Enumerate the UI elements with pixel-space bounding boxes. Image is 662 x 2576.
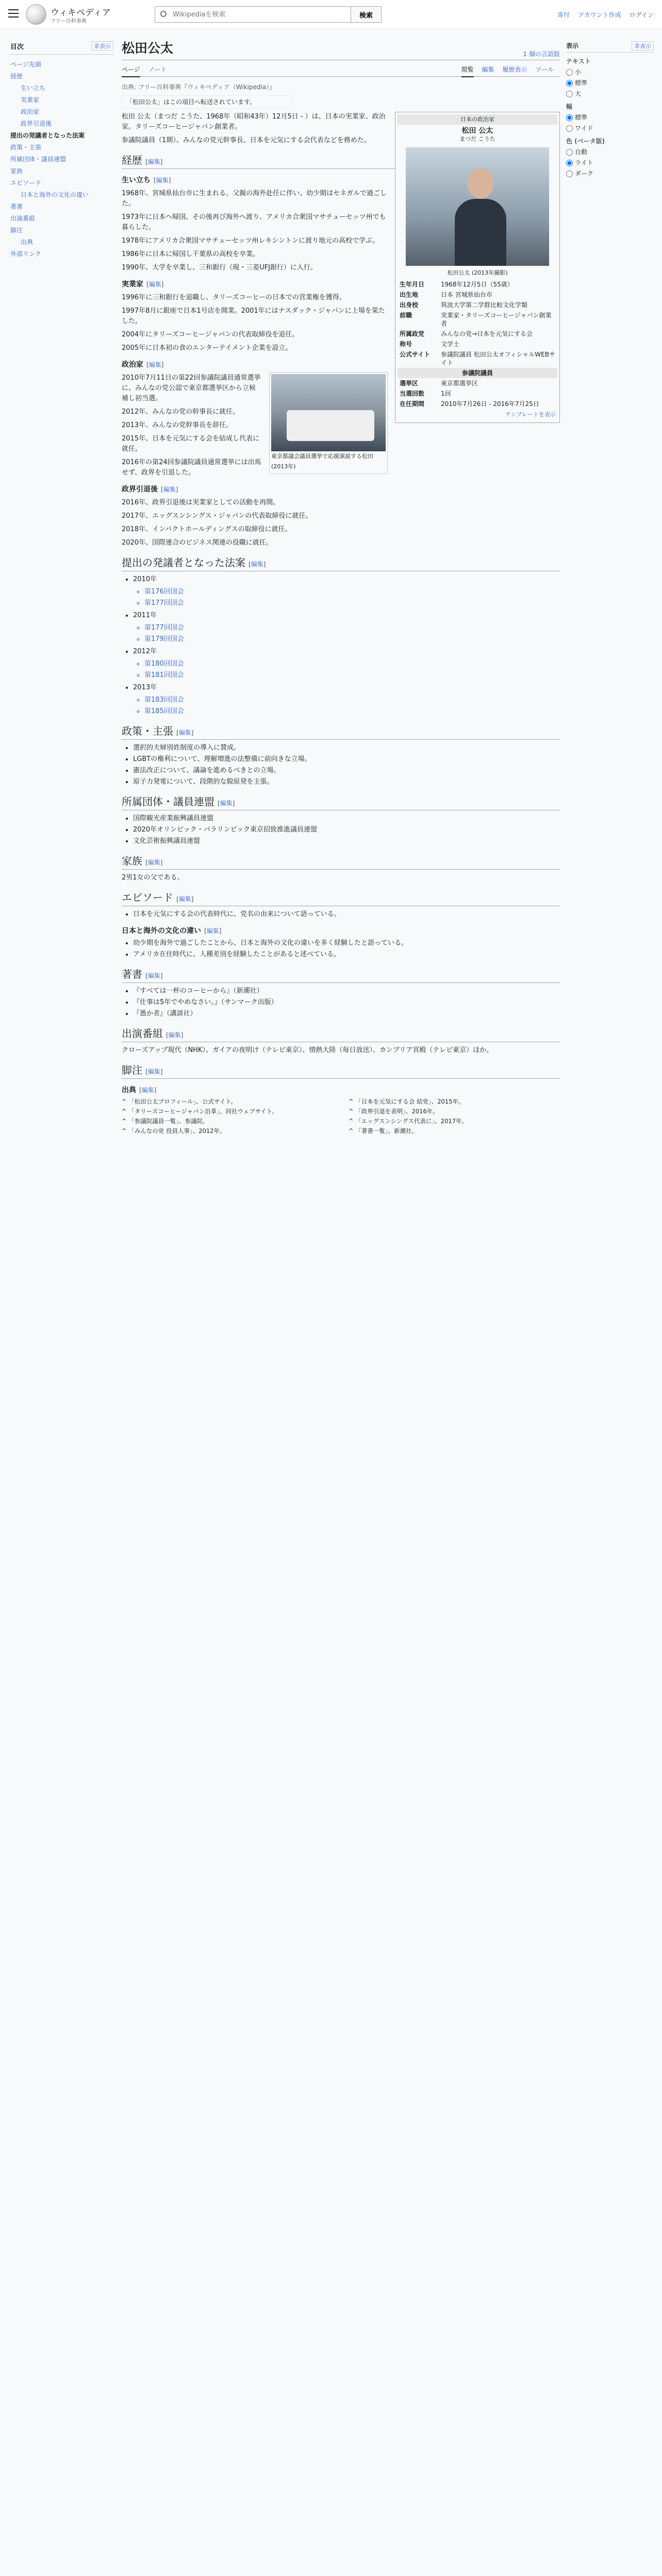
infobox-value: 東京都選挙区 <box>441 380 478 387</box>
width-options <box>566 113 654 132</box>
template-link[interactable]: テンプレートを表示 <box>505 411 556 418</box>
bill-session[interactable]: ◦ 第177回国会 <box>144 623 560 633</box>
edit-link[interactable]: 編集 <box>163 486 176 493</box>
infobox-value: 筑波大学第二学群比較文化学類 <box>441 301 528 309</box>
section-title: 経歴 <box>122 154 142 166</box>
episode-list <box>133 909 560 920</box>
paragraph: 1996年に三和銀行を退職し、タリーズコーヒーの日本での営業権を獲得。 <box>122 294 346 301</box>
infobox-row <box>398 349 557 368</box>
section-bills: 提出の発議者となった法案 [編集] <box>122 557 560 571</box>
list-item: • 『仕事は5年でやめなさい。』（サンマーク出版） <box>133 997 560 1008</box>
infobox-key: 公式サイト <box>400 351 431 358</box>
text-size-radio[interactable] <box>566 69 573 76</box>
toc-item[interactable]: 政策・主張 <box>10 144 42 151</box>
toc-item[interactable]: 政界引退後 <box>21 120 52 127</box>
section-title: 家族 <box>122 855 142 867</box>
paragraph: 1978年にアメリカ合衆国マサチューセッツ州レキシントンに渡り地元の高校で学ぶ。 <box>122 237 379 245</box>
toc-item[interactable]: 出演番組 <box>10 215 36 222</box>
edit-link[interactable]: 編集 <box>147 972 160 979</box>
text-size-options <box>566 67 654 98</box>
color-option-label: 自動 <box>575 148 588 156</box>
toc-title: 目次 <box>10 43 24 51</box>
bill-year-label: 2010年 <box>133 575 157 583</box>
infobox-row <box>398 339 557 349</box>
color-option[interactable] <box>566 158 654 167</box>
section-books: 著書 [編集] <box>122 969 560 983</box>
reference-item: ^ 「松田公太プロフィール」、公式サイト。 <box>122 1098 237 1105</box>
culture-list <box>133 938 560 960</box>
toc-item[interactable]: 実業家 <box>21 96 40 104</box>
width-radio[interactable] <box>566 125 573 132</box>
section-career: 経歴 [編集] <box>122 155 560 169</box>
infobox-name: 松田 公太 <box>461 127 493 135</box>
paragraph: 2016年の第24回参議院議員通常選挙には出馬せず、政界を引退した。 <box>122 459 261 477</box>
bill-session[interactable]: ◦ 第179回国会 <box>144 634 560 645</box>
toc-item[interactable]: 脚注 <box>10 227 23 234</box>
color-radio[interactable] <box>566 171 573 177</box>
paragraph: 2015年、日本を元気にする会を結成し代表に就任。 <box>122 435 260 453</box>
reference-item: ^ 「参議院議員一覧」、参議院。 <box>122 1117 209 1125</box>
section-tv: 出演番組 [編集] <box>122 1028 560 1042</box>
width-option[interactable] <box>566 124 654 132</box>
infobox <box>395 112 560 423</box>
language-button[interactable]: 1 個の言語版 <box>523 50 560 58</box>
bill-year-label: 2012年 <box>133 648 157 655</box>
infobox-value: 参議院議員 松田公太オフィシャルWEBサイト <box>441 351 555 366</box>
tv-text: クローズアップ現代（NHK）、ガイアの夜明け（テレビ東京）、情熱大陸（毎日放送）、カンブリア宮殿（テレビ東京）ほか。 <box>122 1046 493 1054</box>
paragraph: 1997年8月に銀座で日本1号店を開業。2001年にはナスダック・ジャパンに上場を果たした。 <box>122 307 385 325</box>
portrait-photo[interactable] <box>406 147 549 266</box>
infobox-value: 1回 <box>441 390 451 397</box>
infobox-row <box>398 388 557 399</box>
section-title: 著書 <box>122 968 142 980</box>
campaign-photo-image[interactable] <box>271 374 386 451</box>
infobox-table-office <box>398 378 557 409</box>
search-box <box>155 6 382 23</box>
infobox-row <box>398 378 557 388</box>
paragraph: 2016年、政界引退後は実業家としての活動を再開。 <box>122 499 280 506</box>
bill-year-label: 2013年 <box>133 684 157 691</box>
main-menu-icon[interactable] <box>8 9 19 18</box>
text-size-option-label: 大 <box>575 90 582 97</box>
width-option[interactable] <box>566 113 654 122</box>
toc-item[interactable]: 日本と海外の文化の違い <box>21 191 89 198</box>
text-size-radio[interactable] <box>566 80 573 87</box>
bill-sublist <box>144 623 560 645</box>
paragraph: 2012年、みんなの党の幹事長に就任。 <box>122 408 240 416</box>
from-note: 出典: フリー百科事典『ウィキペディア（Wikipedia）』 <box>122 83 276 91</box>
family-text: 2男1女の父である。 <box>122 874 184 882</box>
paragraph: 2020年、国際連合のビジネス関連の役職に就任。 <box>122 539 273 547</box>
page-tabs <box>122 60 560 77</box>
header-bar <box>0 0 662 29</box>
tab-read[interactable]: 閲覧 <box>461 66 474 77</box>
bill-year <box>133 574 560 608</box>
edit-link[interactable]: 編集 <box>178 729 191 736</box>
bill-session[interactable]: ◦ 第177回国会 <box>144 598 560 608</box>
infobox-value: 文学士 <box>441 341 460 348</box>
infobox-key: 選挙区 <box>400 380 419 387</box>
section-retired: 政界引退後 [編集] <box>122 485 178 494</box>
infobox-table <box>398 279 557 368</box>
paragraph: 1990年、大学を卒業し、三和銀行（現・三菱UFJ銀行）に入行。 <box>122 264 317 272</box>
list-item: • 2020年オリンピック・パラリンピック東京招致推進議員連盟 <box>133 825 560 835</box>
appearance-sidebar <box>566 41 654 180</box>
paragraph: 2017年、エッグスンシングス・ジャパンの代表取締役に就任。 <box>122 512 312 520</box>
bill-session[interactable]: ◦ 第180回国会 <box>144 659 560 669</box>
redirect-note: 「松田公太」はこの項目へ転送されています。 <box>122 95 292 109</box>
bill-session[interactable]: ◦ 第185回国会 <box>144 706 560 717</box>
toc-item[interactable]: 出典 <box>21 239 34 246</box>
toc-item[interactable]: ページ先頭 <box>10 61 41 68</box>
infobox-key: 称号 <box>400 341 412 348</box>
retired-paras <box>122 498 560 548</box>
infobox-key: 在任期間 <box>400 400 425 408</box>
text-size-option-label: 小 <box>575 69 582 76</box>
edit-link[interactable]: 編集 <box>147 158 160 165</box>
appearance-hide-button[interactable]: 非表示 <box>632 41 654 50</box>
color-label: 色 (ベータ版) <box>566 138 605 145</box>
tab-history[interactable]: 履歴表示 <box>502 66 527 73</box>
bill-session[interactable]: ◦ 第176回国会 <box>144 587 560 597</box>
infobox-office-bar: 参議院議員 <box>398 368 557 378</box>
section-title: 出典 <box>122 1086 136 1094</box>
edit-link[interactable]: 編集 <box>148 361 161 368</box>
paragraph: 1968年、宮城県仙台市に生まれる。父親の海外赴任に伴い、幼少期はセネガルで過ごした。 <box>122 190 387 208</box>
section-title: 政界引退後 <box>122 485 158 494</box>
section-policy: 政策・主張 [編集] <box>122 726 560 740</box>
infobox-row <box>398 290 557 300</box>
reference-item: ^ 「日本を元気にする会 結党」、2015年。 <box>349 1098 465 1105</box>
width-label: 幅 <box>566 103 573 110</box>
tab-talk[interactable]: ノート <box>148 66 167 73</box>
text-size-option[interactable] <box>566 78 654 87</box>
edit-link[interactable]: 編集 <box>251 561 263 568</box>
color-option[interactable] <box>566 169 654 178</box>
page-title: 松田公太 <box>122 38 560 60</box>
search-button[interactable]: 検索 <box>351 6 382 23</box>
user-links <box>551 10 654 19</box>
edit-link[interactable]: 編集 <box>206 927 219 935</box>
edit-link[interactable]: 編集 <box>147 859 160 866</box>
paragraph: 1973年に日本へ帰国、その後再び海外へ渡り、アメリカ合衆国マサチューセッツ州でも暮らした。 <box>122 213 386 231</box>
section-title: 政治家 <box>122 361 143 369</box>
list-item: • 日本を元気にする会の代表時代に、党名の由来について語っている。 <box>133 909 560 920</box>
section-title: 生い立ち <box>122 176 151 184</box>
intro-paragraph-2: 参議院議員（1期）、みんなの党元幹事長、日本を元気にする会代表などを務めた。 <box>122 137 371 144</box>
bill-year <box>133 647 560 681</box>
section-title: エピソード <box>122 891 173 904</box>
toc-list <box>10 59 113 260</box>
width-option-label: ワイド <box>575 125 593 132</box>
infobox-value: みんなの党→日本を元気にする会 <box>441 330 533 337</box>
infobox-category: 日本の政治家 <box>398 114 557 125</box>
width-option-label: 標準 <box>575 114 588 121</box>
toc-item[interactable]: エピソード <box>10 179 42 187</box>
paragraph: 2010年7月11日の第22回参議院議員通常選挙に、みんなの党公認で東京都選挙区から立候補し初当選。 <box>122 374 261 402</box>
edit-link[interactable]: 編集 <box>156 177 169 184</box>
edit-link[interactable]: 編集 <box>178 895 191 903</box>
list-item: • 選択的夫婦別姓制度の導入に賛成。 <box>133 743 560 753</box>
bill-year <box>133 683 560 717</box>
infobox-value: 日本 宮城県仙台市 <box>441 291 492 298</box>
reference-item: ^ 「政界引退を表明」、2016年。 <box>349 1108 439 1115</box>
bill-year <box>133 611 560 645</box>
toc-item[interactable]: 提出の発議者となった法案 <box>10 132 85 139</box>
list-item: • アメリカ在住時代に、人種差別を経験したことがあると述べている。 <box>133 950 560 960</box>
section-culture: 日本と海外の文化の違い [編集] <box>122 927 222 935</box>
tab-edit[interactable]: 編集 <box>482 66 494 73</box>
text-size-option[interactable] <box>566 89 654 98</box>
toc-item[interactable]: 政治家 <box>21 108 40 115</box>
text-size-option[interactable] <box>566 67 654 76</box>
section-business: 実業家 [編集] <box>122 280 164 289</box>
infobox-row <box>398 329 557 339</box>
infobox-caption: 松田公太 (2013年撮影) <box>447 269 508 276</box>
edit-link[interactable]: 編集 <box>147 1068 160 1075</box>
search-icon <box>160 11 167 17</box>
logo-tagline: フリー百科事典 <box>51 19 87 24</box>
group-list <box>133 814 560 846</box>
infobox-key: 出生地 <box>400 291 419 298</box>
infobox-row <box>398 300 557 310</box>
list-item: • LGBTの権利について、理解増進の法整備に前向きな立場。 <box>133 754 560 765</box>
bill-sublist <box>144 695 560 717</box>
login-link[interactable]: ログイン <box>629 11 654 19</box>
infobox-value: 実業家・タリーズコーヒージャパン創業者 <box>441 312 552 327</box>
list-item: • 国際観光産業振興議員連盟 <box>133 814 560 824</box>
infobox-key: 所属政党 <box>400 330 425 337</box>
edit-link[interactable]: 編集 <box>168 1031 181 1039</box>
paragraph: 2005年に日本初の食のエンターテイメント企業を設立。 <box>122 344 292 352</box>
reference-item: ^ 「エッグスンシングス代表に」、2017年。 <box>349 1117 468 1125</box>
infobox-row <box>398 310 557 329</box>
toc-item[interactable]: 経歴 <box>10 73 23 80</box>
infobox-key: 出身校 <box>400 301 419 309</box>
section-episode: エピソード [編集] <box>122 892 560 906</box>
reference-item: ^ 「みんなの党 役員人事」、2012年。 <box>122 1127 226 1134</box>
edit-link[interactable]: 編集 <box>148 281 161 288</box>
bill-sublist <box>144 587 560 608</box>
section-notes: 脚注 [編集] <box>122 1065 560 1079</box>
section-sources: 出典 [編集] <box>122 1086 157 1094</box>
policy-list <box>133 743 560 787</box>
section-title: 出演番組 <box>122 1027 163 1040</box>
paragraph: 2018年、インパクトホールディングスの取締役に就任。 <box>122 526 292 533</box>
color-radio[interactable] <box>566 149 573 156</box>
paragraph: 2004年にタリーズコーヒージャパンの代表取締役を退任。 <box>122 331 299 338</box>
infobox-key: 当選回数 <box>400 390 425 397</box>
list-item: • 『愚か者』（講談社） <box>133 1009 560 1019</box>
infobox-key: 前職 <box>400 312 412 319</box>
intro-paragraph: 松田 公太（まつだ こうた、1968年（昭和43年）12月5日 - ）は、日本の実業家、政治家。タリーズコーヒージャパン創業者。 <box>122 113 386 131</box>
appearance-header <box>566 41 654 53</box>
bill-sublist <box>144 659 560 681</box>
toc-hide-button[interactable]: 非表示 <box>91 41 113 50</box>
list-item: • 原子力発電について、段階的な脱原発を主張。 <box>133 777 560 787</box>
infobox-row <box>398 279 557 290</box>
infobox-key: 生年月日 <box>400 281 425 288</box>
bill-year-label: 2011年 <box>133 612 157 619</box>
tab-page[interactable]: ページ <box>122 66 140 77</box>
section-early: 生い立ち [編集] <box>122 176 171 184</box>
color-option-label: ライト <box>575 159 593 166</box>
donate-link[interactable]: 寄付 <box>557 11 570 19</box>
edit-link[interactable]: 編集 <box>220 800 233 807</box>
bills-list <box>133 574 560 717</box>
color-options <box>566 147 654 178</box>
toc-item[interactable]: 生い立ち <box>21 84 46 92</box>
section-groups: 所属団体・議員連盟 [編集] <box>122 796 560 810</box>
color-radio[interactable] <box>566 160 573 166</box>
infobox-value: 2010年7月26日 - 2016年7月25日 <box>441 400 539 408</box>
toc-header <box>10 41 113 55</box>
create-account-link[interactable]: アカウント作成 <box>577 11 621 19</box>
section-title: 提出の発議者となった法案 <box>122 556 245 569</box>
wikipedia-logo-icon[interactable] <box>26 4 46 25</box>
edit-link[interactable]: 編集 <box>141 1087 154 1094</box>
infobox-row <box>398 399 557 409</box>
list-item: • 幼少期を海外で過ごしたことから、日本と海外の文化の違いを多く経験したと語っている。 <box>133 938 560 948</box>
tab-tools[interactable]: ツール <box>535 66 554 73</box>
campaign-photo-caption: 東京都議会議員選挙で応援演説する松田 (2013年) <box>271 453 373 470</box>
section-title: 政策・主張 <box>122 725 173 737</box>
main-content <box>122 29 560 1137</box>
reference-list <box>122 1097 560 1137</box>
article-body <box>122 77 560 1137</box>
logo-wordmark[interactable]: ウィキペディア <box>51 8 111 18</box>
toc-item[interactable]: 所属団体・議員連盟 <box>10 156 67 163</box>
toc-item[interactable]: 家族 <box>10 167 23 175</box>
reference-item: ^ 「タリーズコーヒージャパン沿革」、同社ウェブサイト。 <box>122 1108 278 1115</box>
text-size-label: テキスト <box>566 58 591 65</box>
books-list <box>133 986 560 1019</box>
infobox-kana: まつだ こうた <box>459 135 495 142</box>
section-family: 家族 [編集] <box>122 856 560 870</box>
toc-sidebar <box>10 41 113 260</box>
bill-session[interactable]: ◦ 第183回国会 <box>144 695 560 705</box>
toc-item[interactable]: 著書 <box>10 203 23 210</box>
color-option-label: ダーク <box>575 170 594 177</box>
infobox-value: 1968年12月5日（55歳） <box>441 281 514 288</box>
color-option[interactable] <box>566 147 654 156</box>
paragraph: 2013年、みんなの党幹事長を辞任。 <box>122 421 233 429</box>
section-politics: 政治家 [編集] <box>122 361 164 369</box>
section-title: 実業家 <box>122 280 143 289</box>
bill-session[interactable]: ◦ 第181回国会 <box>144 670 560 681</box>
section-title: 脚注 <box>122 1064 142 1076</box>
paragraph: 1986年に日本に帰国し千葉県の高校を卒業。 <box>122 250 260 258</box>
campaign-photo <box>269 372 388 474</box>
appearance-title: 表示 <box>566 42 579 49</box>
list-item: • 『すべては一杯のコーヒーから』（新潮社） <box>133 986 560 996</box>
search-input[interactable] <box>172 9 347 20</box>
list-item: • 文化芸術振興議員連盟 <box>133 836 560 846</box>
section-title: 日本と海外の文化の違い <box>122 927 201 935</box>
width-radio[interactable] <box>566 114 573 121</box>
text-size-radio[interactable] <box>566 91 573 97</box>
text-size-option-label: 標準 <box>575 79 588 87</box>
reference-item: ^ 「著書一覧」、新潮社。 <box>349 1127 418 1134</box>
toc-item[interactable]: 外部リンク <box>10 250 41 258</box>
list-item: • 憲法改正について、議論を進めるべきとの立場。 <box>133 766 560 776</box>
section-title: 所属団体・議員連盟 <box>122 795 214 808</box>
